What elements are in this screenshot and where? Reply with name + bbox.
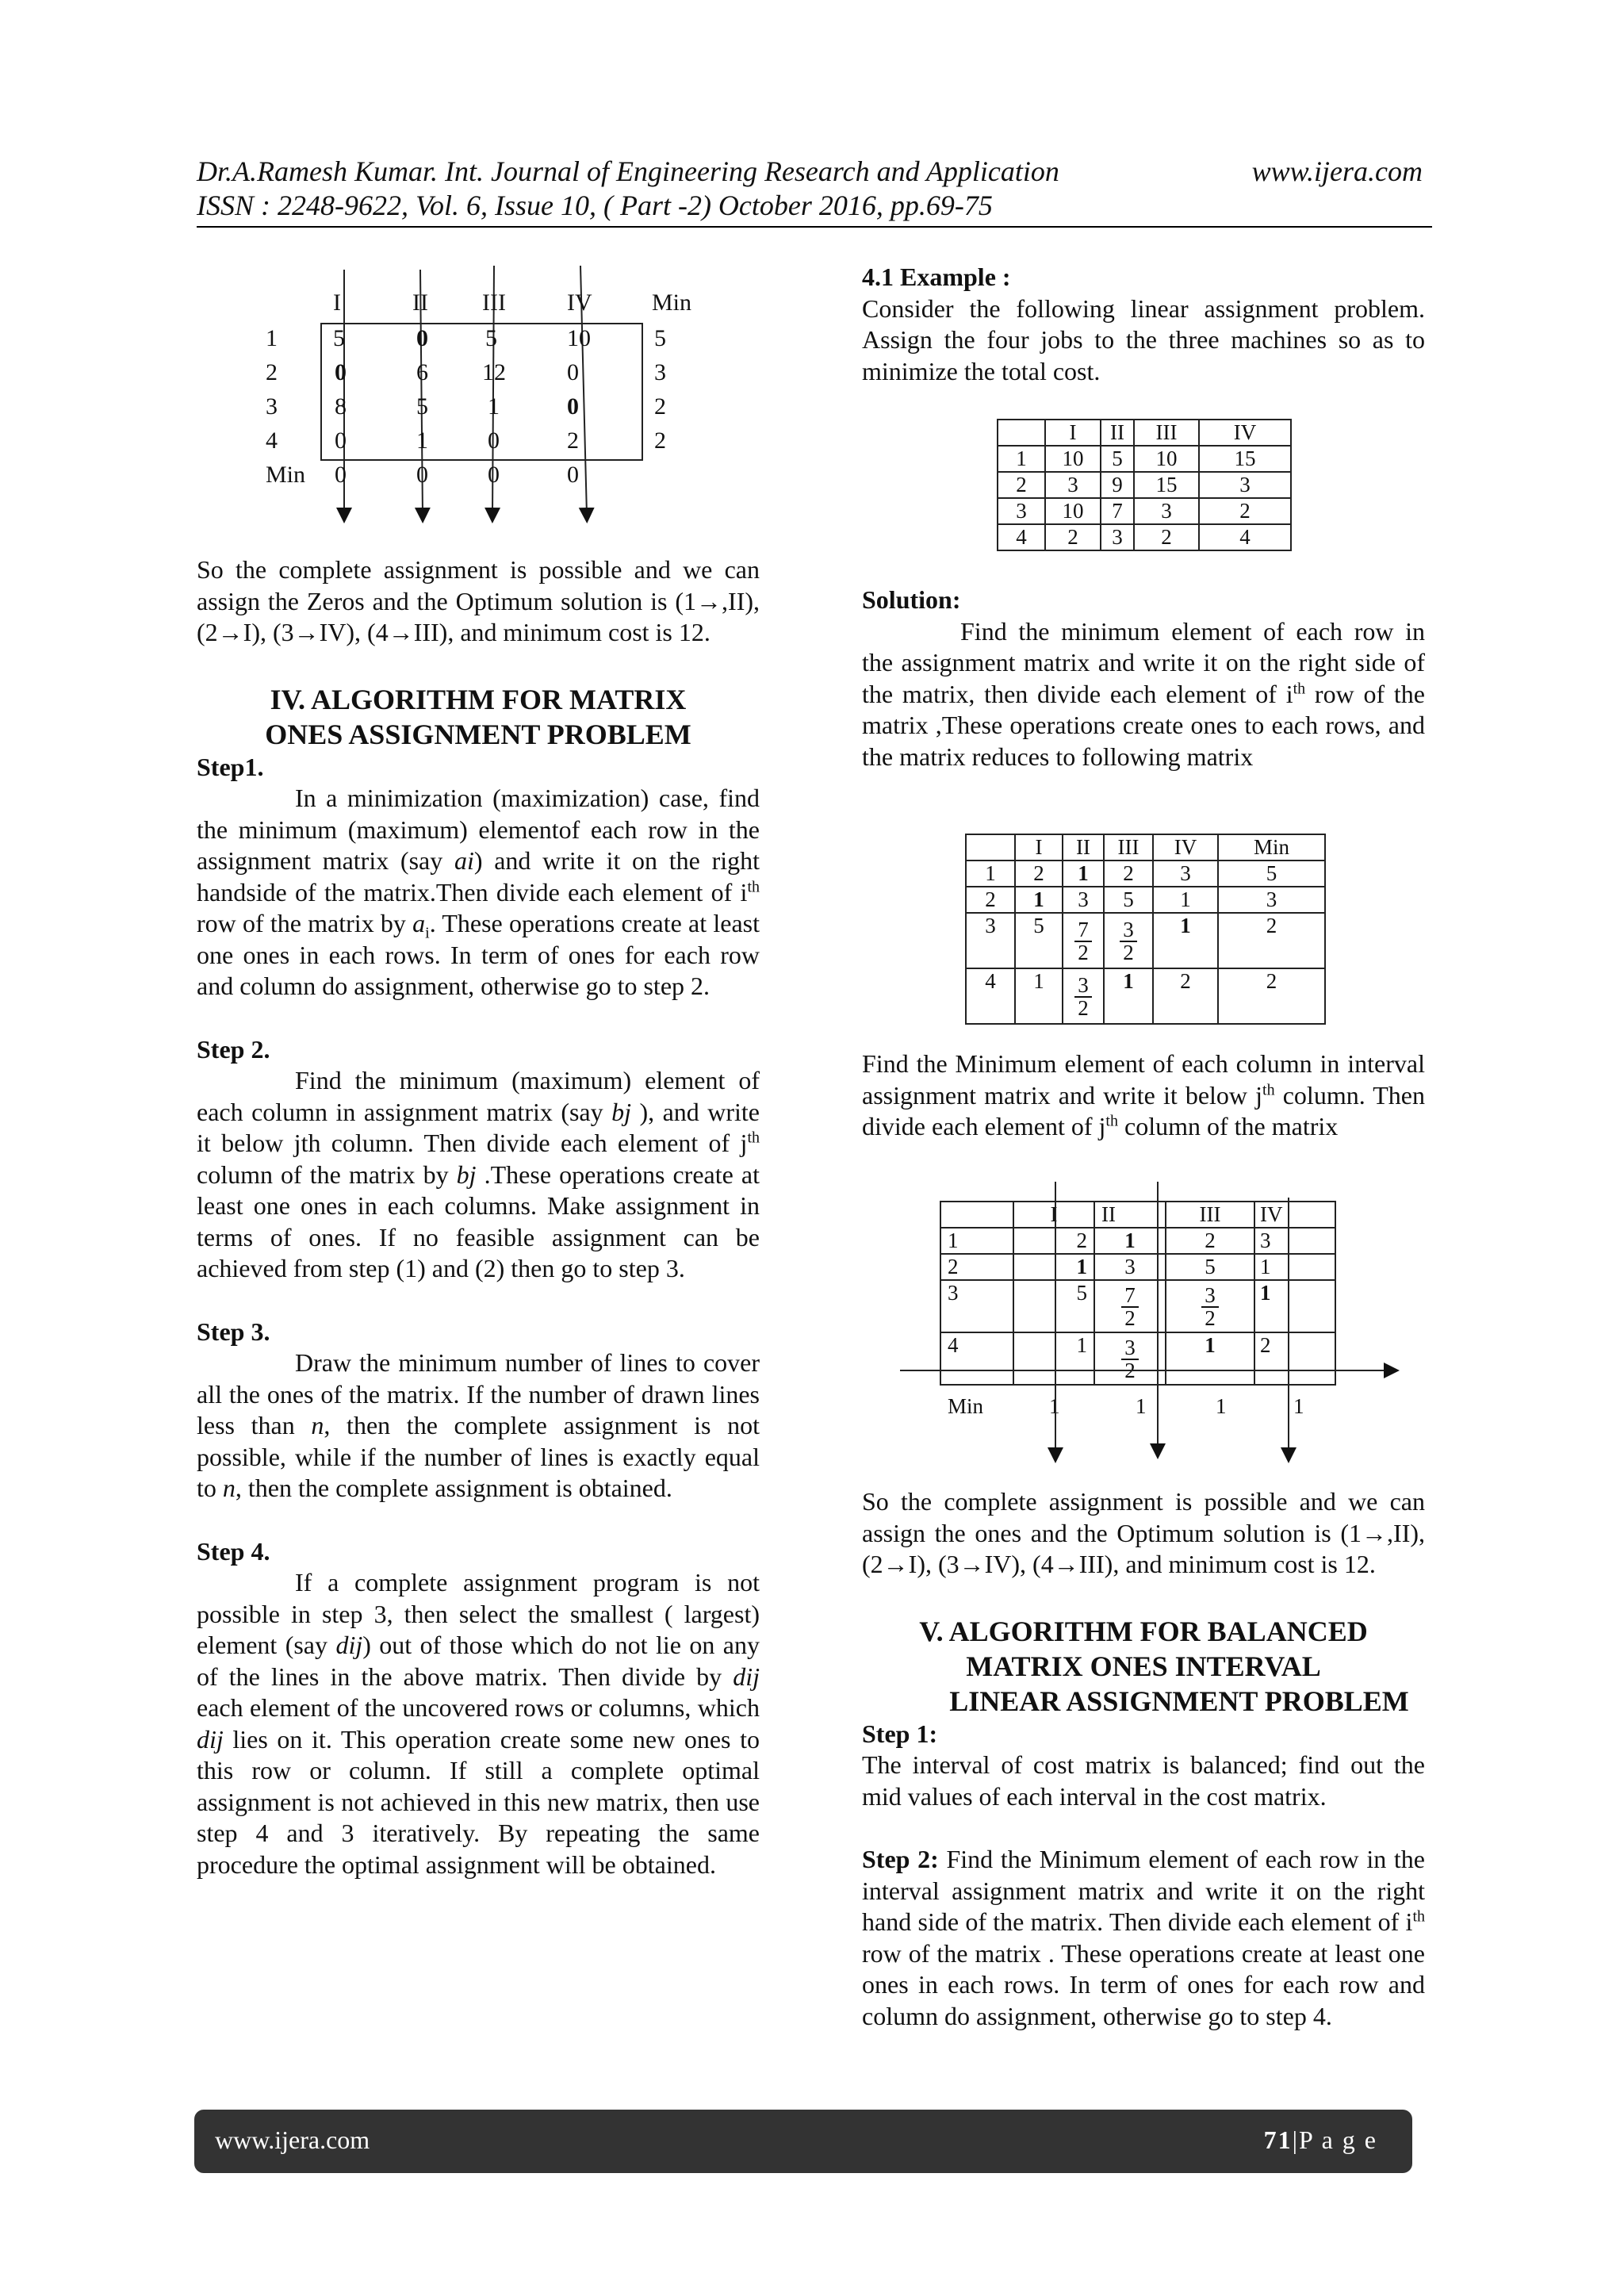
table-cell: 2 bbox=[1218, 968, 1325, 1024]
section-v-heading: V. ALGORITHM FOR BALANCED MATRIX ONES INTERVAL LINEAR ASSIGNMENT PROBLEM bbox=[919, 1615, 1409, 1717]
fig1-header-2: II bbox=[412, 289, 428, 316]
table-row bbox=[966, 968, 1325, 1024]
fig1-cell: 0 bbox=[335, 427, 347, 454]
table-cell: 1 bbox=[1166, 1332, 1254, 1385]
fraction: $\frac{3}{2}$ bbox=[1121, 1337, 1139, 1382]
solution-title: Solution: bbox=[862, 585, 961, 614]
fig1-min-cell: 0 bbox=[567, 462, 579, 488]
table-cell: 2 bbox=[1013, 1228, 1094, 1254]
fig1-min-cell: 0 bbox=[488, 462, 500, 488]
table-cell: 3 bbox=[1134, 498, 1199, 524]
fig1-cell: 3 bbox=[654, 359, 666, 385]
table-cell: 2 bbox=[1218, 913, 1325, 968]
fig1-min-label: Min bbox=[266, 462, 306, 488]
table-row bbox=[998, 420, 1291, 446]
fig1-cell: 2 bbox=[654, 393, 666, 420]
table-cell: 9 bbox=[1101, 472, 1134, 498]
fig1-cell: 0 bbox=[488, 427, 500, 454]
fig1-cell: 5 bbox=[485, 325, 497, 351]
fig1-row-label: 1 bbox=[266, 325, 278, 351]
left-column bbox=[197, 554, 760, 1880]
table-row bbox=[966, 834, 1325, 861]
table-cell: I bbox=[1015, 834, 1063, 861]
table-cell: 2 bbox=[998, 472, 1045, 498]
table-row bbox=[966, 887, 1325, 913]
table-cell: 4 bbox=[940, 1332, 1013, 1385]
table-cell: 5 bbox=[1166, 1254, 1254, 1280]
right-conclusion: So the complete assignment is possible and we can assign the ones and the Optimum solution is (1→,II), (2→I), (3→IV), (4→III), and minimum cost is 12. bbox=[862, 1487, 1425, 1578]
fraction: $\frac{3}{2}$ bbox=[1201, 1285, 1219, 1329]
table-cell bbox=[1063, 913, 1104, 968]
table-cell: 15 bbox=[1134, 472, 1199, 498]
step2-title: Step 2. bbox=[197, 1034, 270, 1064]
table-cell: 3 bbox=[1045, 472, 1101, 498]
fig3-min-cell: 1 bbox=[1136, 1394, 1147, 1418]
fig1-header-1: I bbox=[333, 289, 341, 316]
table-cell: 1 bbox=[1094, 1228, 1166, 1254]
page-number: 71|P a g e bbox=[1263, 2125, 1377, 2154]
header-rule bbox=[197, 226, 1432, 228]
fig1-header-4: IV bbox=[567, 289, 592, 316]
cost-matrix-table bbox=[997, 419, 1292, 551]
table-cell: 3 bbox=[1218, 887, 1325, 913]
table-cell: IV bbox=[1254, 1202, 1335, 1228]
fig1-cell: 8 bbox=[335, 393, 347, 420]
example-title: 4.1 Example : bbox=[862, 263, 1011, 291]
table-cell: 4 bbox=[966, 968, 1015, 1024]
left-conclusion: So the complete assignment is possible and we can assign the Zeros and the Optimum solution is (1→,II), (2→I), (3→IV), (4→III), and minimum cost is 12. bbox=[197, 555, 760, 646]
table-cell: 1 bbox=[1015, 887, 1063, 913]
fraction: $\frac{7}{2}$ bbox=[1121, 1285, 1139, 1329]
table-cell: 3 bbox=[1094, 1254, 1166, 1280]
fig1-row-label: 2 bbox=[266, 359, 278, 385]
table-cell: 2 bbox=[1045, 524, 1101, 550]
step4-text: If a complete assignment program is not possible in step 3, then select the smallest ( largest) element (say dij) out of those which do not lie on any of the lines in the above matrix. Then divide by dij each element of the uncovered rows or columns, which dij lies on it. This operation create some new ones to this row or column. If still a complete optimal assignment is not achieved in this new matrix, then use step 4 and 3 iteratively. By repeating the same procedure the optimal assignment will be obtained. bbox=[197, 1568, 760, 1879]
section-iv-heading: IV. ALGORITHM FOR MATRIX ONES ASSIGNMENT PROBLEM bbox=[265, 683, 691, 750]
v-step1-text: The interval of cost matrix is balanced; find out the mid values of each interval in the cost matrix. bbox=[862, 1750, 1425, 1811]
table-cell: I bbox=[1045, 420, 1101, 446]
table-cell: II bbox=[1063, 834, 1104, 861]
header-website[interactable]: www.ijera.com bbox=[1251, 155, 1423, 187]
step4-title: Step 4. bbox=[197, 1536, 270, 1566]
right-column-bottom bbox=[862, 1486, 1425, 2032]
table-cell: 1 bbox=[1013, 1332, 1094, 1385]
table-cell: III bbox=[1166, 1202, 1254, 1228]
table-cell: 1 bbox=[966, 861, 1015, 887]
table-cell: 2 bbox=[1254, 1332, 1335, 1385]
table-row bbox=[966, 861, 1325, 887]
fig1-header-3: III bbox=[482, 289, 506, 316]
figure-ones-assignment bbox=[900, 1182, 1408, 1467]
table-row bbox=[998, 524, 1291, 550]
table-cell: 3 bbox=[998, 498, 1045, 524]
fig1-row-label: 3 bbox=[266, 393, 278, 420]
table-cell: 3 bbox=[1063, 887, 1104, 913]
table-cell: 1 bbox=[1153, 887, 1218, 913]
table-cell bbox=[998, 420, 1045, 446]
table-cell: 2 bbox=[966, 887, 1015, 913]
v-step1-title: Step 1: bbox=[862, 1719, 938, 1748]
fig1-header-5: Min bbox=[652, 289, 692, 316]
journal-header bbox=[197, 155, 1434, 188]
fig1-cell: 0 bbox=[335, 359, 347, 385]
fig1-cell: 6 bbox=[416, 359, 428, 385]
step3-title: Step 3. bbox=[197, 1317, 270, 1346]
table-cell: 3 bbox=[966, 913, 1015, 968]
fig1-cell: 0 bbox=[567, 359, 579, 385]
column-min-paragraph bbox=[862, 1048, 1425, 1143]
table-cell: 2 bbox=[1104, 861, 1153, 887]
fraction: $\frac{7}{2}$ bbox=[1074, 919, 1092, 964]
table-cell: 3 bbox=[1254, 1228, 1335, 1254]
table-row bbox=[966, 913, 1325, 968]
table-row bbox=[998, 446, 1291, 472]
step3-text: Draw the minimum number of lines to cover all the ones of the matrix. If the number of drawn lines less than n, then the complete assignment is not possible, while if the number of lines is exactly equal to n, then the complete assignment is obtained. bbox=[197, 1348, 760, 1502]
step1-title: Step1. bbox=[197, 752, 264, 781]
header-citation: Dr.A.Ramesh Kumar. Int. Journal of Engineering Research and Application bbox=[197, 155, 1059, 187]
table-cell: 1 bbox=[1013, 1254, 1094, 1280]
example-text: Consider the following linear assignment problem. Assign the four jobs to the three machines so as to minimize the total cost. bbox=[862, 293, 1425, 385]
table-cell: 2 bbox=[1199, 498, 1291, 524]
page-footer bbox=[194, 2110, 1412, 2173]
fig1-min-cell: 0 bbox=[335, 462, 347, 488]
table-cell: 1 bbox=[1153, 913, 1218, 968]
footer-website[interactable]: www.ijera.com bbox=[215, 2125, 370, 2154]
table-cell: I bbox=[1013, 1202, 1094, 1228]
fig1-cell: 12 bbox=[482, 359, 506, 385]
table-cell: 10 bbox=[1134, 446, 1199, 472]
table-cell: 1 bbox=[1254, 1280, 1335, 1332]
figure-zero-assignment bbox=[262, 262, 706, 523]
table-cell: II bbox=[1094, 1202, 1166, 1228]
table-cell: 5 bbox=[1101, 446, 1134, 472]
table-cell bbox=[966, 834, 1015, 861]
table-cell: 1 bbox=[1254, 1254, 1335, 1280]
table-cell: 1 bbox=[940, 1228, 1013, 1254]
table-cell: Min bbox=[1218, 834, 1325, 861]
table-cell: 4 bbox=[1199, 524, 1291, 550]
table-cell bbox=[1104, 913, 1153, 968]
table-cell: 10 bbox=[1045, 498, 1101, 524]
table-cell: 3 bbox=[1153, 861, 1218, 887]
fig1-cell: 10 bbox=[567, 325, 591, 351]
cover-lines bbox=[900, 1182, 1408, 1467]
table-cell: IV bbox=[1153, 834, 1218, 861]
v-step2-text: Step 2: Find the Minimum element of each row in the interval assignment matrix and write it on the right hand side of the matrix. Then divide each element of $i^{th}$ row of the matrix . These operations create at least one ones in each rows. In term of ones for each row and column do assignment, otherwise go to step 4. bbox=[862, 1845, 1426, 2030]
table-cell: 2 bbox=[1015, 861, 1063, 887]
step2-text: Find the minimum (maximum) element of each column in assignment matrix (say bj ), and write it below jth column. Then divide each element of $j^{th}$ column of the matrix by bj .These operations create at least one ones in each columns. Make assignment in terms of ones. If no feasible assignment can be achieved from step (1) and (2) then go to step 3. bbox=[197, 1066, 760, 1282]
fig3-min-cell: 1 bbox=[1049, 1394, 1060, 1418]
fig3-min-cell: 1 bbox=[1216, 1394, 1227, 1418]
table-row bbox=[998, 472, 1291, 498]
ones-matrix-table bbox=[965, 834, 1326, 1025]
table-cell: 4 bbox=[998, 524, 1045, 550]
fig1-cell: 5 bbox=[416, 393, 428, 420]
column-min-text: Find the Minimum element of each column in interval assignment matrix and write it below $j^{th}$ column. Then divide each element of $j^{th}$ column of the matrix bbox=[862, 1049, 1425, 1140]
table-cell: III bbox=[1104, 834, 1153, 861]
table-cell: 2 bbox=[1134, 524, 1199, 550]
table-cell: 1 bbox=[1104, 968, 1153, 1024]
table-cell: 5 bbox=[1015, 913, 1063, 968]
table-cell: IV bbox=[1199, 420, 1291, 446]
fig3-min-label: Min bbox=[948, 1394, 984, 1418]
table-cell: 10 bbox=[1045, 446, 1101, 472]
table-cell: 1 bbox=[1063, 861, 1104, 887]
table-cell: 2 bbox=[1153, 968, 1218, 1024]
fig3-min-cell: 1 bbox=[1293, 1394, 1304, 1418]
table-cell: 2 bbox=[940, 1254, 1013, 1280]
fig1-cell: 0 bbox=[567, 393, 579, 420]
table-cell: 2 bbox=[1166, 1228, 1254, 1254]
table-cell: II bbox=[1101, 420, 1134, 446]
fig1-row-label: 4 bbox=[266, 427, 278, 454]
fig1-cell: 1 bbox=[416, 427, 428, 454]
table-cell: 5 bbox=[1013, 1280, 1094, 1332]
fig1-cell: 0 bbox=[416, 325, 428, 351]
table-row bbox=[998, 498, 1291, 524]
header-issn: ISSN : 2248-9622, Vol. 6, Issue 10, ( Part -2) October 2016, pp.69-75 bbox=[197, 190, 993, 221]
table-cell: 15 bbox=[1199, 446, 1291, 472]
table-cell: 3 bbox=[940, 1280, 1013, 1332]
fig1-min-cell: 0 bbox=[416, 462, 428, 488]
table-cell: 1 bbox=[998, 446, 1045, 472]
table-cell bbox=[1063, 968, 1104, 1024]
fig1-cell: 1 bbox=[488, 393, 500, 420]
solution-block bbox=[862, 585, 1425, 772]
table-cell: 5 bbox=[1218, 861, 1325, 887]
table-cell: 3 bbox=[1101, 524, 1134, 550]
right-column-top bbox=[862, 262, 1425, 387]
fig1-cell: 5 bbox=[333, 325, 345, 351]
step1-text: In a minimization (maximization) case, find the minimum (maximum) elementof each row in the assignment matrix (say ai) and write it on the right handside of the matrix.Then divide each element of $i^{th}$ row of the matrix by $a_i$. These operations create at least one ones in each rows. In term of ones for each row and column do assignment, otherwise go to step 2. bbox=[197, 784, 760, 1000]
solution-text: Find the minimum element of each row in the assignment matrix and write it on the right side of the matrix, then divide each element of $i^{th}$ row of the matrix ,These operations create ones to each rows, and the matrix reduces to following matrix bbox=[862, 616, 1426, 771]
fraction: $\frac{3}{2}$ bbox=[1074, 975, 1092, 1019]
fraction: $\frac{3}{2}$ bbox=[1120, 919, 1137, 964]
fig1-cell: 5 bbox=[654, 325, 666, 351]
table-cell: 1 bbox=[1015, 968, 1063, 1024]
table-cell: III bbox=[1134, 420, 1199, 446]
fig1-cell: 2 bbox=[654, 427, 666, 454]
table-cell: 5 bbox=[1104, 887, 1153, 913]
table-cell: 3 bbox=[1199, 472, 1291, 498]
fig1-cell: 2 bbox=[567, 427, 579, 454]
table-cell: 7 bbox=[1101, 498, 1134, 524]
